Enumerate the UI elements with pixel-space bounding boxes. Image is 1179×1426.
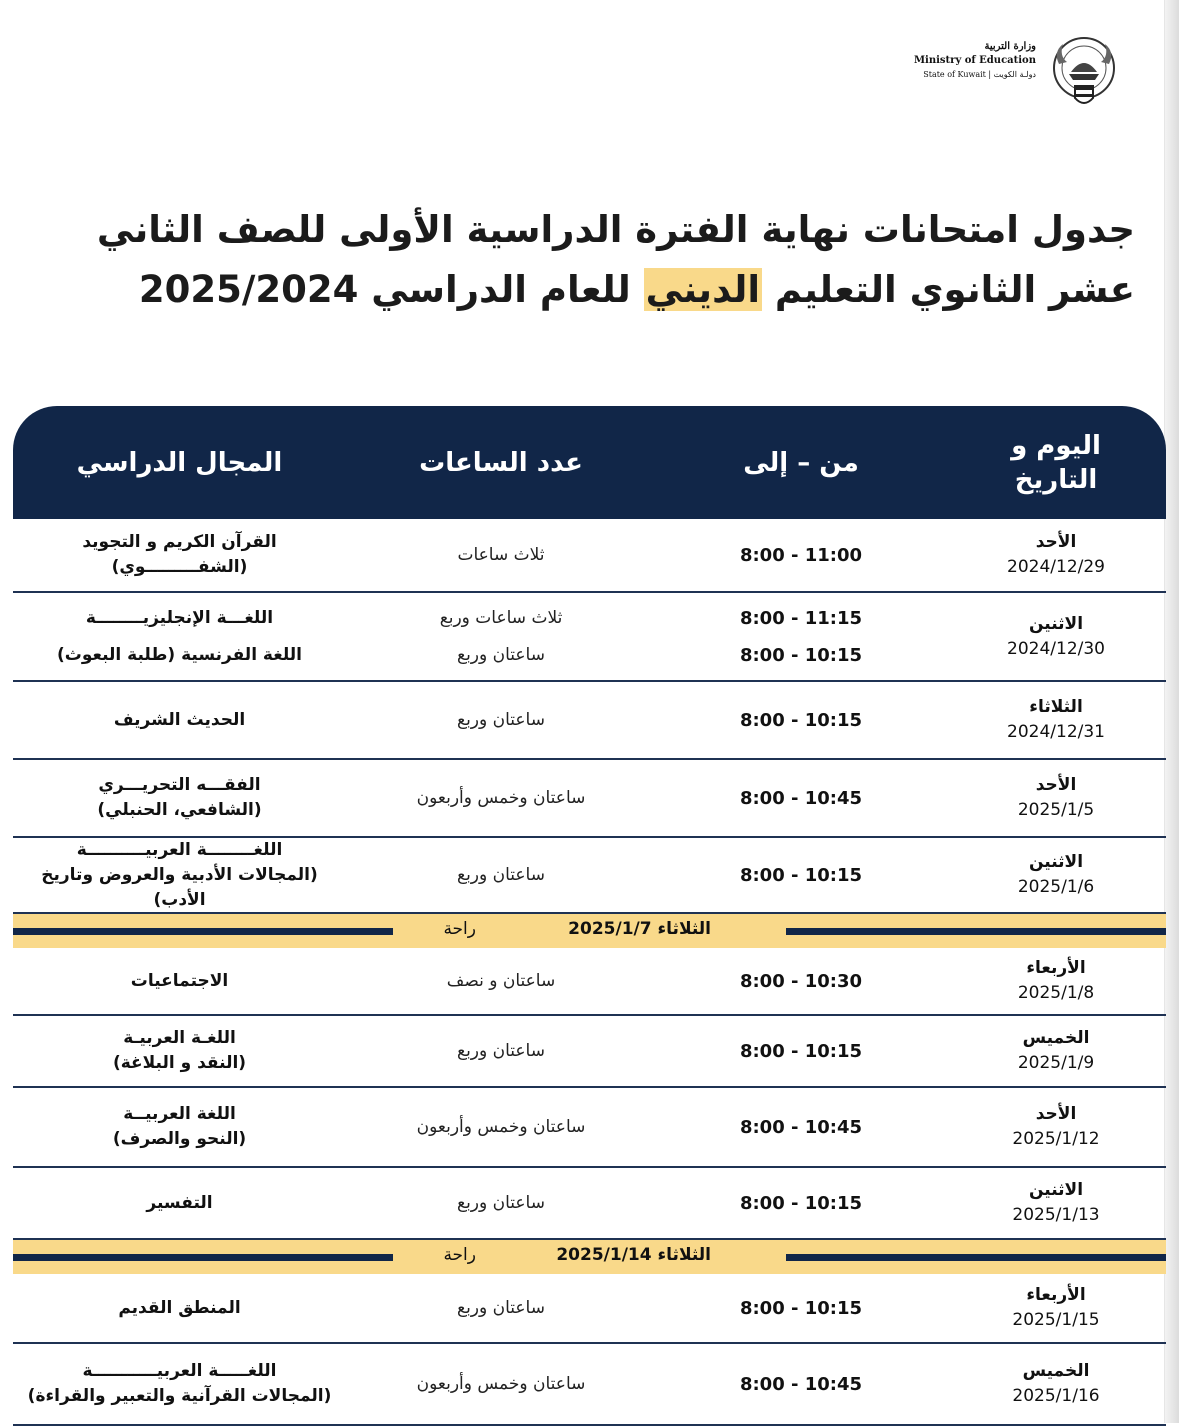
time-range: 10:15 - 8:00 — [739, 1297, 863, 1319]
exam-schedule-table — [13, 406, 1166, 1426]
hours-cell — [346, 1016, 656, 1086]
duration: ساعتان و نصف — [446, 970, 556, 991]
ministry-name-ar: وزارة التربية — [984, 41, 1036, 52]
day-name: الخميس — [1022, 1361, 1090, 1381]
hours-cell — [346, 1344, 656, 1424]
hours-cell — [346, 760, 656, 836]
ministry-header — [890, 34, 1140, 114]
subject-cell — [13, 1168, 346, 1238]
day-name: الاثنين — [1028, 613, 1084, 634]
day-name: الاثنين — [1028, 852, 1084, 872]
subject-name: اللغـــــة العربيـــــــــــة (المجالات القرآنية والتعبير والقراءة) — [27, 1361, 332, 1406]
hours-cell — [346, 948, 656, 1014]
title-highlight: الديني — [645, 268, 761, 311]
time-range: 10:45 - 8:00 — [739, 1373, 863, 1395]
hours-cell — [346, 519, 656, 591]
day-name: الخميس — [1022, 1028, 1090, 1048]
time-range: 10:15 - 8:00 — [739, 1192, 863, 1214]
table-row — [13, 948, 1166, 1016]
day-date-cell — [946, 682, 1166, 758]
subject-name: اللغة العربيــة (النحو والصرف) — [112, 1104, 247, 1149]
title-line-1: جدول امتحانات نهاية الفترة الدراسية الأولى للصف الثاني — [96, 208, 1135, 251]
subject-name: اللغـة العربيـة (النقد و البلاغة) — [112, 1028, 247, 1073]
subject-name: القرآن الكريم و التجويد (الشفـــــــــوي) — [82, 532, 277, 577]
rest-label: راحة — [443, 1245, 476, 1265]
time-cell — [656, 1088, 946, 1166]
time-cell — [656, 593, 946, 680]
subject-name: الحديث الشريف — [113, 709, 246, 730]
time-range: 10:15 - 8:00 — [739, 709, 863, 731]
day-name: الأحد — [1035, 1104, 1077, 1124]
exam-date: 2025/1/13 — [1012, 1205, 1100, 1225]
subject-cell — [13, 1016, 346, 1086]
time-cell — [656, 1168, 946, 1238]
day-date-cell — [946, 760, 1166, 836]
rest-bar-left — [13, 928, 393, 935]
exam-date: 2025/1/12 — [1012, 1129, 1100, 1149]
rest-day-row — [13, 914, 1166, 948]
subject-cell — [13, 682, 346, 758]
table-row — [13, 519, 1166, 593]
table-row — [13, 760, 1166, 838]
header-subject: المجال الدراسي — [76, 447, 283, 478]
duration: ساعتان وربع — [457, 1297, 545, 1318]
time-range: 11:15 - 8:00 — [739, 607, 863, 629]
time-range: 10:15 - 8:00 — [739, 644, 863, 666]
subject-name: الاجتماعيات — [130, 970, 229, 991]
time-range: 10:15 - 8:00 — [739, 864, 863, 886]
table-header — [13, 406, 1166, 519]
exam-date: 2025/1/9 — [1017, 1053, 1095, 1073]
table-body — [13, 519, 1166, 1426]
hours-cell — [346, 1168, 656, 1238]
subject-cell — [13, 948, 346, 1014]
rest-date: الثلاثاء 2025/1/7 — [568, 919, 711, 939]
duration: ساعتان وخمس وأربعون — [416, 787, 586, 808]
time-cell — [656, 1016, 946, 1086]
subject-name: المنطق القديم — [118, 1297, 241, 1318]
exam-date: 2024/12/31 — [1007, 722, 1105, 742]
day-date-cell — [946, 948, 1166, 1014]
exam-date: 2024/12/29 — [1007, 557, 1105, 577]
title-line-2-b: للعام الدراسي 2025/2024 — [138, 268, 631, 311]
day-date-cell — [946, 1274, 1166, 1342]
hours-cell — [346, 838, 656, 912]
exam-date: 2025/1/15 — [1012, 1310, 1100, 1330]
kuwait-emblem-icon — [1045, 34, 1123, 112]
time-cell — [656, 760, 946, 836]
duration: ساعتان وربع — [457, 1040, 545, 1061]
time-cell — [656, 838, 946, 912]
exam-date: 2025/1/5 — [1017, 800, 1095, 820]
time-range: 10:30 - 8:00 — [739, 970, 863, 992]
duration: ثلاث ساعات — [457, 544, 545, 565]
day-date-cell — [946, 1088, 1166, 1166]
day-date-cell — [946, 1016, 1166, 1086]
subject-name: اللغة الفرنسية (طلبة البعوث) — [57, 644, 302, 665]
subject-cell — [13, 593, 346, 680]
day-date-cell — [946, 593, 1166, 680]
duration: ساعتان وربع — [457, 709, 545, 730]
subject-name: التفسير — [146, 1192, 213, 1213]
exam-date: 2025/1/6 — [1017, 877, 1095, 897]
hours-cell — [346, 1088, 656, 1166]
time-cell — [656, 1274, 946, 1342]
exam-date: 2025/1/8 — [1017, 983, 1095, 1003]
time-range: 10:15 - 8:00 — [739, 1040, 863, 1062]
day-name: الثلاثاء — [1029, 697, 1083, 717]
day-name: الاثنين — [1028, 1180, 1084, 1200]
exam-date: 2025/1/16 — [1012, 1386, 1100, 1406]
rest-day-row — [13, 1240, 1166, 1274]
day-date-cell — [946, 1168, 1166, 1238]
time-cell — [656, 682, 946, 758]
title-line-2 — [30, 260, 1135, 320]
subject-cell — [13, 838, 346, 912]
time-range: 10:45 - 8:00 — [739, 1116, 863, 1138]
header-day-date: اليوم و التاريخ — [1011, 430, 1101, 495]
page-edge — [1164, 0, 1179, 1423]
rest-date: الثلاثاء 2025/1/14 — [556, 1245, 711, 1265]
table-row — [13, 593, 1166, 682]
subject-name: الفقـــه التحريـــري (الشافعي، الحنبلي) — [97, 775, 262, 820]
header-hours: عدد الساعات — [419, 447, 583, 478]
time-cell — [656, 519, 946, 591]
table-row — [13, 1168, 1166, 1240]
day-date-cell — [946, 838, 1166, 912]
duration: ثلاث ساعات وربع — [439, 607, 563, 628]
day-name: الأربعاء — [1026, 1285, 1086, 1305]
day-date-cell — [946, 519, 1166, 591]
rest-bar-right — [786, 928, 1166, 935]
duration: ساعتان وربع — [457, 1192, 545, 1213]
exam-date: 2024/12/30 — [1007, 638, 1105, 659]
time-range: 11:00 - 8:00 — [739, 544, 863, 566]
table-row — [13, 1274, 1166, 1344]
day-name: الأربعاء — [1026, 958, 1086, 978]
hours-cell — [346, 682, 656, 758]
day-name: الأحد — [1035, 532, 1077, 552]
time-range: 10:45 - 8:00 — [739, 787, 863, 809]
day-date-cell — [946, 1344, 1166, 1424]
duration: ساعتان وربع — [457, 644, 545, 665]
rest-label: راحة — [443, 919, 476, 939]
rest-bar-right — [786, 1254, 1166, 1261]
subject-cell — [13, 1088, 346, 1166]
page-title — [30, 200, 1135, 320]
day-name: الأحد — [1035, 775, 1077, 795]
subject-cell — [13, 519, 346, 591]
subject-cell — [13, 760, 346, 836]
hours-cell — [346, 593, 656, 680]
subject-cell — [13, 1274, 346, 1342]
time-cell — [656, 1344, 946, 1424]
ministry-name-en: Ministry of Education — [913, 55, 1036, 66]
header-time-range: من – إلى — [743, 447, 859, 478]
hours-cell — [346, 1274, 656, 1342]
duration: ساعتان وخمس وأربعون — [416, 1116, 586, 1137]
subject-name: اللغـــة الإنجليزيــــــــة — [85, 607, 274, 628]
duration: ساعتان وربع — [457, 864, 545, 885]
rest-bar-left — [13, 1254, 393, 1261]
ministry-state: State of Kuwait | دولـة الكويت — [923, 70, 1036, 79]
title-line-2-a: عشر الثانوي التعليم — [774, 268, 1135, 311]
time-cell — [656, 948, 946, 1014]
table-row — [13, 1016, 1166, 1088]
table-row — [13, 682, 1166, 760]
table-row — [13, 1088, 1166, 1168]
subject-cell — [13, 1344, 346, 1424]
table-row — [13, 1344, 1166, 1426]
table-row — [13, 838, 1166, 914]
subject-name: اللغــــــــة العربيــــــــــة (المجالات الأدبية والعروض وتاريخ الأدب) — [41, 839, 318, 910]
duration: ساعتان وخمس وأربعون — [416, 1373, 586, 1394]
